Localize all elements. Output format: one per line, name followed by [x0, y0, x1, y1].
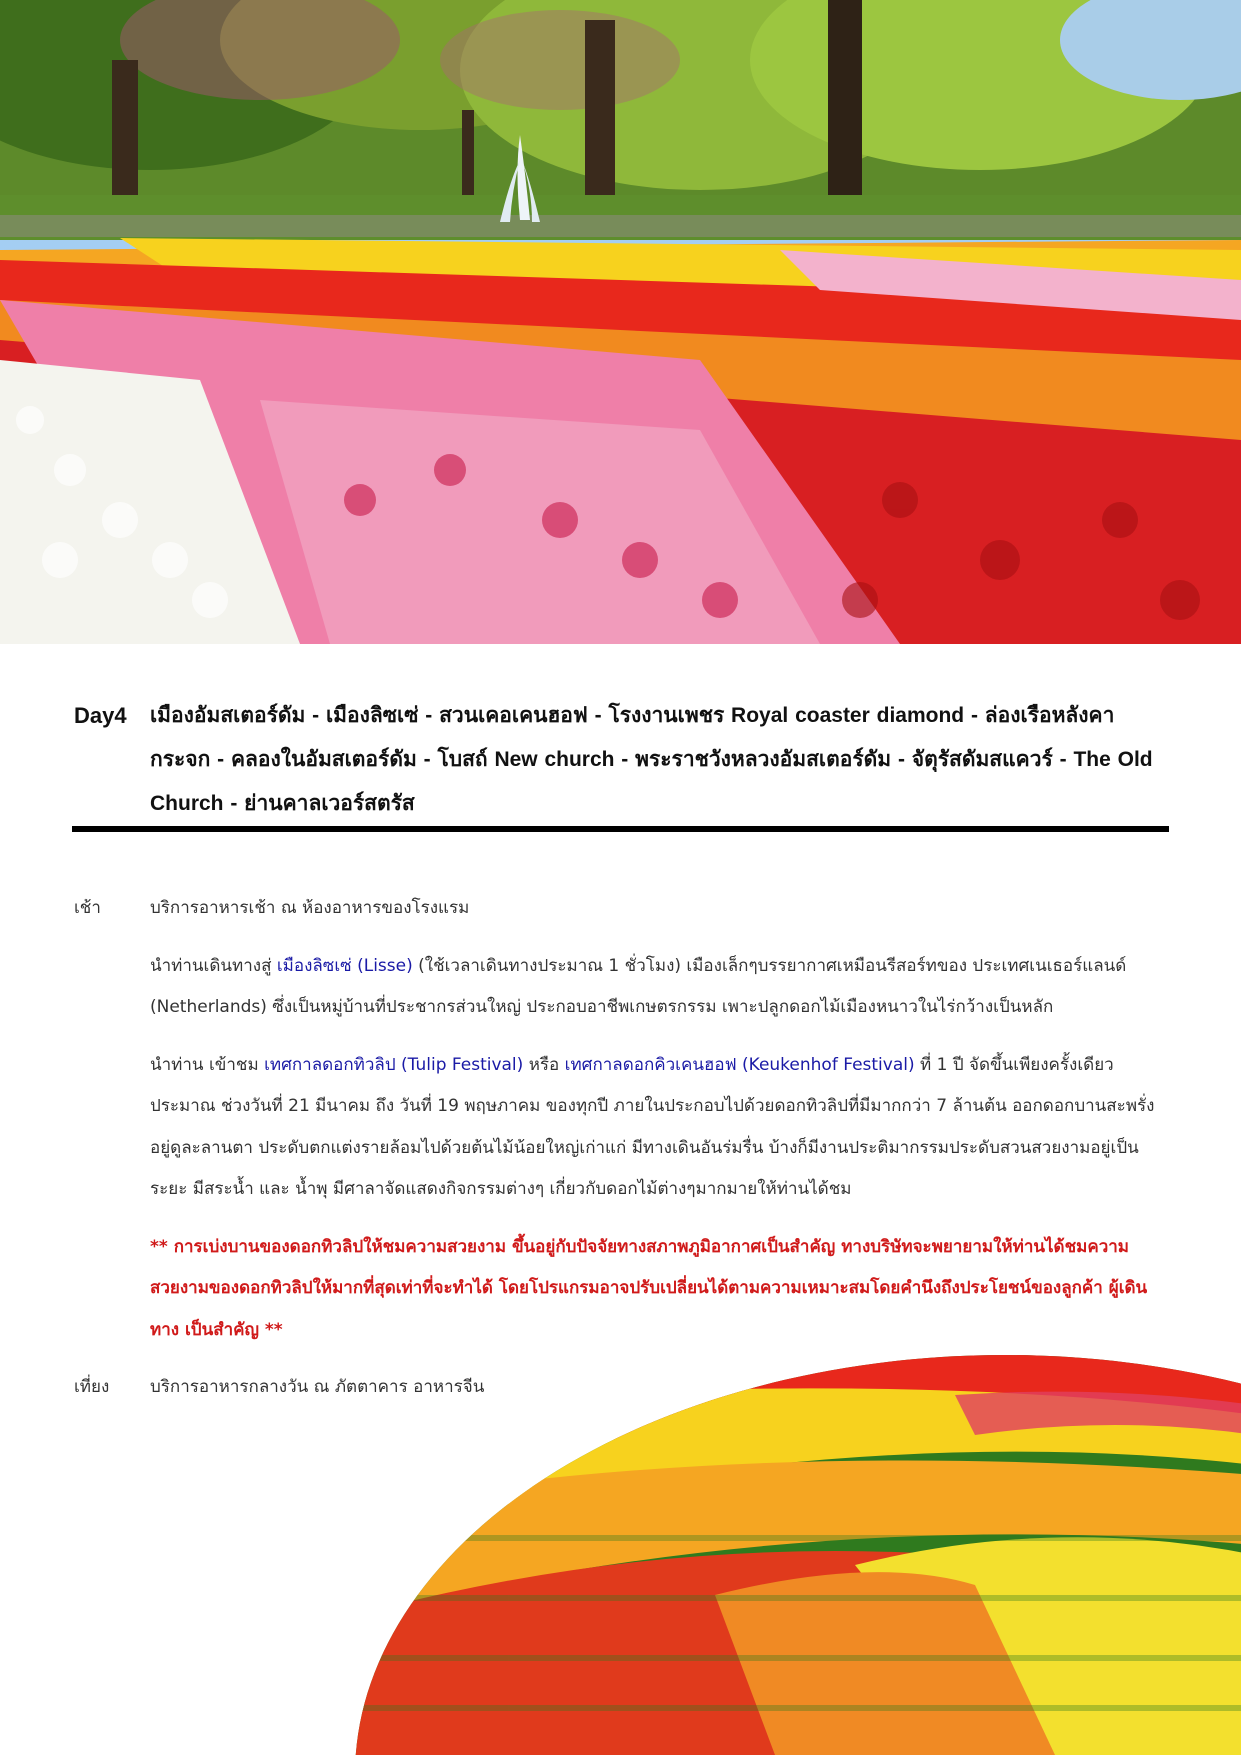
time-label-morning: เช้า [74, 898, 101, 918]
festival-paragraph [150, 1045, 1168, 1211]
keukenhof-festival-highlight: เทศกาลดอกคิวเคนฮอฟ (Keukenhof Festival) [564, 1054, 915, 1075]
tulip-festival-highlight: เทศกาลดอกทิวลิป (Tulip Festival) [264, 1054, 524, 1075]
festival-intro: นำท่าน เข้าชม [150, 1054, 265, 1075]
time-label-noon: เที่ยง [74, 1377, 110, 1397]
schedule [74, 888, 1168, 1425]
lunch-text: บริการอาหารกลางวัน ณ ภัตตาคาร อาหารจีน [150, 1377, 485, 1397]
weather-note: ** การเบ่งบานของดอกทิวลิปให้ชมความสวยงาม ขึ้นอยู่กับปัจจัยทางสภาพภูมิอากาศเป็นสำคัญ ทางบริษัทจะพยายามให้ท่านได้ชมความสวยงามของดอกทิวลิปให้มากที่สุดเท่าที่จะทำได้ โดยโปรแกรมอาจปรับเปลี่ยนได้ตามความเหมาะสมโดยคำนึงถึงประโยชน์ของลูกค้า ผู้เดินทาง เป็นสำคัญ ** [150, 1236, 1148, 1340]
lisse-intro: นำท่านเดินทางสู่ [150, 955, 277, 976]
oval-photo-tulip-field [355, 1355, 1241, 1755]
lisse-highlight: เมืองลิซเซ่ (Lisse) [276, 955, 413, 976]
festival-or: หรือ [523, 1054, 565, 1075]
header-divider [72, 826, 1169, 832]
breakfast-text: บริการอาหารเช้า ณ ห้องอาหารของโรงแรม [150, 898, 470, 918]
lisse-description: (ใช้เวลาเดินทางประมาณ 1 ชั่วโมง) เมืองเล็กๆบรรยากาศเหมือนรีสอร์ทของ ประเทศเนเธอร์แลนด์ (Netherlands) ซึ่งเป็นหมู่บ้านที่ประชากรส่วนใหญ่ ประกอบอาชีพเกษตรกรรม เพาะปลูกดอกไม้เมืองหนาวในไร่กว้างเป็นหลัก [150, 955, 1127, 1017]
day-header [74, 694, 1168, 826]
festival-description: ที่ 1 ปี จัดขึ้นเพียงครั้งเดียว ประมาณ ช่วงวันที่ 21 มีนาคม ถึง วันที่ 19 พฤษภาคม ของทุกปี ภายในประกอบไปด้วยดอกทิวลิปที่มีมากกว่า 7 ล้านต้น ออกดอกบานสะพรั่งอยู่ดูละลานตา ประดับตกแต่งรายล้อมไปด้วยต้นไม้น้อยใหญ่เก่าแก่ มีทางเดินอันร่มรื่น บ้างก็มีงานประติมากรรมประดับสวนสวยงามอยู่เป็นระยะ มีสระน้ำ และ น้ำพุ มีศาลาจัดแสดงกิจกรรมต่างๆ เกี่ยวกับดอกไม้ต่างๆมากมายให้ท่านได้ชม [150, 1054, 1155, 1199]
hero-photo-keukenhof [0, 0, 1241, 644]
day-label: Day4 [74, 703, 127, 728]
day-title: เมืองอัมสเตอร์ดัม - เมืองลิซเซ่ - สวนเคอเคนฮอฟ - โรงงานเพชร Royal coaster diamond - ล่องเรือหลังคากระจก - คลองในอัมสเตอร์ดัม - โบสถ์ New church - พระราชวังหลวงอัมสเตอร์ดัม - จัตุรัสดัมสแควร์ - The Old Church - ย่านคาลเวอร์สตรัส [150, 704, 1153, 815]
lisse-paragraph [150, 946, 1168, 1029]
schedule-row-morning [74, 888, 1168, 1351]
